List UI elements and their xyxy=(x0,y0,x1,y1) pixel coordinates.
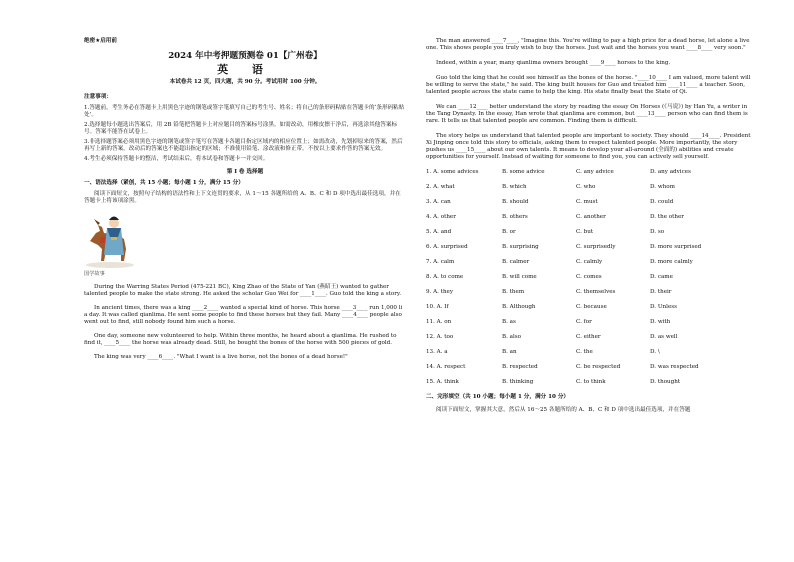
option-row xyxy=(426,169,758,176)
left-column xyxy=(84,38,406,368)
option-d: D. more surprised xyxy=(650,244,702,250)
horse-figure-illustration xyxy=(84,211,136,269)
part-title: 第 I 卷 选择题 xyxy=(226,169,264,175)
section2-instructions: 阅读下面短文，掌握其大意，然后从 16～25 各题所给的 A、B、C 和 D 项中选出最佳选项，并在答题 xyxy=(436,407,691,413)
passage-paragraph: One day, someone new volunteered to help. Within three months, he heard about a qianlima. He rushed to find it, ____5____ the horse was already dead. Still, he bought the bones of the horse with 500 pieces of gold. xyxy=(84,333,397,346)
right-column xyxy=(426,38,758,416)
option-d: D. more calmly xyxy=(650,259,693,265)
option-a: 15. A. think xyxy=(426,379,459,385)
option-c: C. must xyxy=(576,199,598,205)
option-row xyxy=(426,319,758,326)
option-c: C. for xyxy=(576,319,592,325)
option-b: B. thinking xyxy=(502,379,534,385)
subject-title: 英 语 xyxy=(217,63,273,76)
notice-item: 4.考生必须保持答题卡的整洁，考试结束后，将本试卷和答题卡一并交回。 xyxy=(84,156,269,162)
secret-label: 绝密★启用前 xyxy=(84,38,117,44)
illustration-caption: 国学故事 xyxy=(84,271,105,277)
option-b: B. or xyxy=(502,229,516,235)
option-b: B. them xyxy=(502,289,525,295)
option-c: C. who xyxy=(576,184,596,190)
option-a: 13. A. a xyxy=(426,349,448,355)
option-row xyxy=(426,184,758,191)
option-d: D. thought xyxy=(650,379,681,385)
option-c: C. but xyxy=(576,229,594,235)
passage-paragraph: The story helps us understand that talented people are important to society. They should ____14____. President Xi Jinping once told this story to officials, asking them to respect talented people. More importantly, the story pushes us ____15____ about our own talents. It means to develop your all-around (全面的) abilities and create opportunities for yourself. Instead of waiting for someone to find you, you can actively sell yourself. xyxy=(426,133,751,160)
option-b: B. others xyxy=(502,214,528,220)
option-b: B. some advice xyxy=(502,169,545,175)
option-row xyxy=(426,244,758,251)
notice-title: 注意事项： xyxy=(84,94,112,100)
option-a: 14. A. respect xyxy=(426,364,466,370)
section1-title: 一、语法选择（紧创，共 15 小题；每小题 1 分，满分 15 分） xyxy=(84,180,244,186)
exam-title: 2024 年中考押题预测卷 01【广州卷】 xyxy=(168,51,322,61)
option-c: C. any advice xyxy=(576,169,614,175)
option-row xyxy=(426,364,758,371)
option-b: B. surprising xyxy=(502,244,539,250)
option-d: D. as well xyxy=(650,334,678,340)
option-b: B. calmer xyxy=(502,259,530,265)
option-a: 6. A. surprised xyxy=(426,244,468,250)
option-d: D. could xyxy=(650,199,674,205)
option-b: B. should xyxy=(502,199,529,205)
option-row xyxy=(426,349,758,356)
option-c: C. comes xyxy=(576,274,602,280)
option-c: C. to think xyxy=(576,379,606,385)
option-c: C. the xyxy=(576,349,593,355)
option-d: D. with xyxy=(650,319,671,325)
option-b: B. also xyxy=(502,334,522,340)
option-d: D. whom xyxy=(650,184,675,190)
option-row xyxy=(426,334,758,341)
option-c: C. another xyxy=(576,214,606,220)
options-list xyxy=(426,169,758,386)
option-c: C. either xyxy=(576,334,601,340)
option-d: D. any advices xyxy=(650,169,691,175)
option-row xyxy=(426,289,758,296)
notice-item: 3.非选择题答案必须用黑色字迹的钢笔或签字笔写在答题卡各题目指定区域内的相应位置上；如需改动，先划掉原来的答案，然后再写上新的答案，改动后的答案也不能超出指定的区域；不准使用铅笔、涂改液和修正带。不按以上要求作答的答案无效。 xyxy=(84,139,403,152)
section1-instructions: 阅读下面短文，按照句子结构的语法性和上下文连贯的要求，从 1～15 各题所给的 A、B、C 和 D 项中选出最佳选项，并在答题卡上将该项涂黑。 xyxy=(84,191,401,204)
option-b: B. which xyxy=(502,184,527,190)
passage-paragraph: In ancient times, there was a king ____2____ wanted a special kind of horse. This horse ____3____ run 1,000 li a day. It was called qianlima. He sent some people to find these horses but they fail. Many ____4____ people also went out to find, still nobody found him such a horse. xyxy=(84,305,403,325)
option-d: D. so xyxy=(650,229,665,235)
option-a: 1. A. some advices xyxy=(426,169,479,175)
passage-paragraph: The king was very ____6____. "What I want is a live horse, not the bones of a dead horse!" xyxy=(94,354,348,360)
option-row xyxy=(426,229,758,236)
option-a: 2. A. what xyxy=(426,184,455,190)
exam-info: 本试卷共 12 页，四大题，共 90 分。考试用时 100 分钟。 xyxy=(169,79,321,85)
option-b: B. Although xyxy=(502,304,536,310)
passage-paragraph: We can ____12____ better understand the story by reading the essay On Horses (《马说》) by Han Yu, a writer in the Tang Dynasty. In the essay, Han wrote that qianlima are common, but ____13____ person who can find them is rare. It tells us that talented people are common. Finding them is difficult. xyxy=(426,104,748,124)
option-d: D. Unless xyxy=(650,304,677,310)
story-illustration xyxy=(84,211,136,269)
notice-item: 1.答题前，考生务必在答题卡上用黑色字迹的钢笔或签字笔填写自己的考生号、姓名；将自己的条形码粘贴在答题卡的‘条形码粘贴处’。 xyxy=(84,105,405,118)
option-c: C. themselves xyxy=(576,289,616,295)
notice-block xyxy=(84,94,406,163)
option-row xyxy=(426,274,758,281)
section2-title: 二、完形填空（共 10 小题；每小题 1 分，满分 10 分） xyxy=(426,394,570,400)
option-a: 11. A. on xyxy=(426,319,452,325)
option-c: C. because xyxy=(576,304,607,310)
option-c: C. be respected xyxy=(576,364,621,370)
passage-paragraph: During the Warring States Period (475-221 BC), King Zhao of the State of Yan (燕昭王) wanted to gather talented people to make the state strong. He asked the scholar Guo Wei for ____1____. Guo told the king a story. xyxy=(84,284,402,297)
option-a: 8. A. to come xyxy=(426,274,464,280)
option-d: D. was respected xyxy=(650,364,699,370)
option-a: 3. A. can xyxy=(426,199,451,205)
option-b: B. an xyxy=(502,349,517,355)
option-a: 9. A. they xyxy=(426,289,454,295)
option-c: C. calmly xyxy=(576,259,603,265)
option-d: D. the other xyxy=(650,214,684,220)
option-d: D. \ xyxy=(650,349,660,355)
option-d: D. their xyxy=(650,289,672,295)
option-b: B. respected xyxy=(502,364,538,370)
option-b: B. as xyxy=(502,319,516,325)
option-row xyxy=(426,304,758,311)
option-row xyxy=(426,259,758,266)
notice-item: 2.选择题每小题选出答案后，用 2B 铅笔把答题卡上对应题目的答案标号涂黑。如需改动，用橡皮擦干净后，再选涂其他答案标号。答案不能答在试卷上。 xyxy=(84,122,398,135)
option-d: D. came xyxy=(650,274,673,280)
option-a: 4. A. other xyxy=(426,214,456,220)
option-b: B. will come xyxy=(502,274,537,280)
passage-paragraph: Guo told the king that he could see himself as the bones of the horse. "____10____ I am valued, more talent will be willing to serve the state," he said. The king built houses for Guo and treated him ____11____ a teacher. Soon, talented people across the state came to help the king. His state finally beat the State of Qi. xyxy=(426,75,751,95)
passage-paragraph: Indeed, within a year, many qianlima owners brought ____9____ horses to the king. xyxy=(436,60,671,66)
option-a: 12. A. too xyxy=(426,334,454,340)
option-row xyxy=(426,379,758,386)
option-c: C. surprisedly xyxy=(576,244,616,250)
passage-paragraph: The man answered ____7____, "Imagine this. You're willing to pay a high price for a dead horse, let alone a live one. This shows people you truly wish to buy the horses. Just wait and the horses you want ____8____ very soon." xyxy=(426,38,750,51)
option-a: 10. A. If xyxy=(426,304,449,310)
option-a: 5. A. and xyxy=(426,229,452,235)
option-a: 7. A. calm xyxy=(426,259,455,265)
option-row xyxy=(426,199,758,206)
option-row xyxy=(426,214,758,221)
